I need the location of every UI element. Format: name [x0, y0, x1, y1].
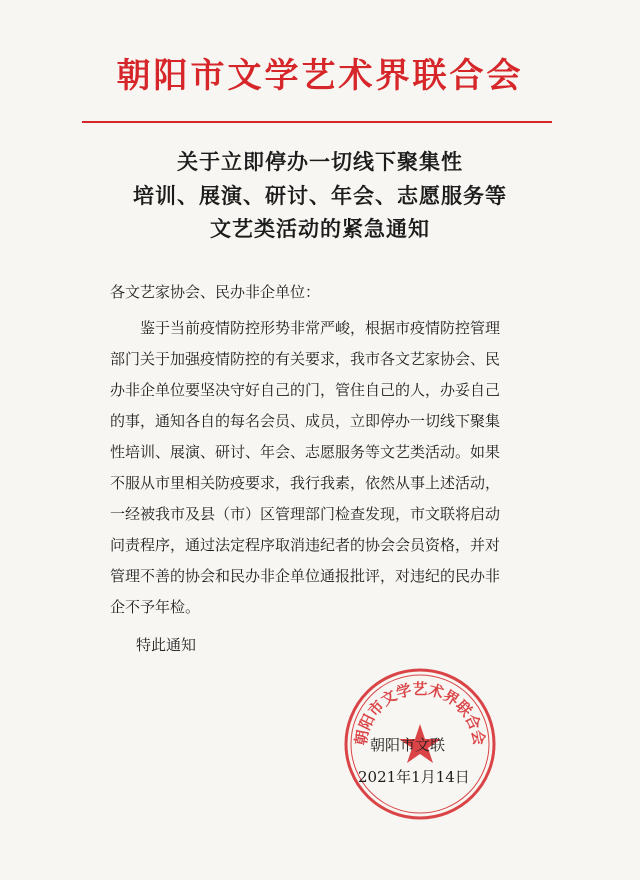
- body-line: 性培训、展演、研讨、年会、志愿服务等文艺类活动。如果: [110, 443, 501, 461]
- notice-title-line-1: 关于立即停办一切线下聚集性: [177, 149, 463, 174]
- notice-body: [110, 313, 535, 623]
- notice-title-line-2: 培训、展演、研讨、年会、志愿服务等: [133, 183, 507, 208]
- body-line: 办非企单位要坚决守好自己的门，管住自己的人，办妥自己: [110, 381, 501, 399]
- signature-date: 2021年1月14日: [358, 768, 470, 786]
- body-line: 鉴于当前疫情防控形势非常严峻，根据市疫情防控管理: [140, 319, 501, 337]
- notice-title-line-3: 文艺类活动的紧急通知: [210, 216, 430, 241]
- body-line: 部门关于加强疫情防控的有关要求，我市各文艺家协会、民: [110, 350, 501, 368]
- letterhead-divider: [82, 121, 552, 123]
- signature-org: 朝阳市文联: [370, 736, 446, 754]
- seal-text-path: 朝阳市文学艺术界联合会: [351, 680, 489, 747]
- salutation: 各文艺家协会、民办非企单位：: [110, 283, 321, 301]
- closing-phrase: 特此通知: [136, 636, 197, 654]
- body-line: 一经被我市及县（市）区管理部门检查发现，市文联将启动: [110, 505, 501, 523]
- body-line: 管理不善的协会和民办非企单位通报批评，对违纪的民办非: [110, 567, 501, 585]
- letterhead-org-name: 朝阳市文学艺术界联合会: [116, 56, 524, 96]
- body-line: 问责程序，通过法定程序取消违纪者的协会会员资格，并对: [110, 536, 501, 554]
- body-line: 企不予年检。: [110, 598, 201, 616]
- body-line: 的事，通知各自的每名会员、成员，立即停办一切线下聚集: [110, 412, 501, 430]
- body-line: 不服从市里相关防疫要求，我行我素，依然从事上述活动，: [110, 474, 501, 492]
